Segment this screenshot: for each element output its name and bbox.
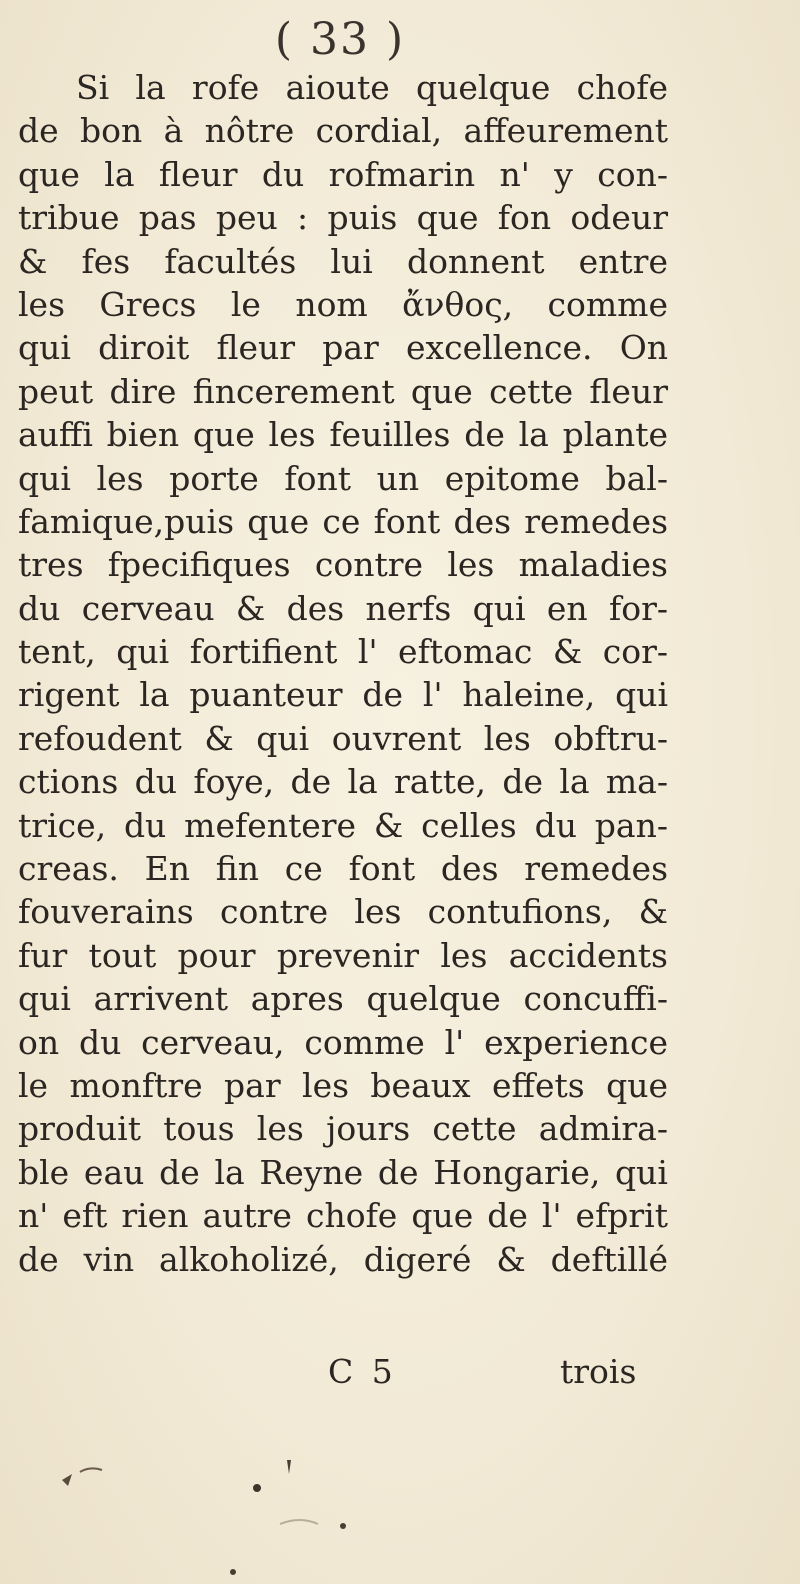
text-line: rigent la puanteur de l' haleine, qui <box>18 675 668 715</box>
text-line: qui arrivent apres quelque concuffi- <box>18 979 668 1019</box>
text-line: refoudent & qui ouvrent les obftru- <box>18 718 668 758</box>
text-line: n' eft rien autre chofe que de l' efprit <box>18 1196 668 1236</box>
text-line: fur tout pour prevenir les accidents <box>18 935 668 975</box>
text-line: auffi bien que les feuilles de la plante <box>18 415 668 455</box>
text-line: tres fpecifiques contre les maladies <box>18 545 668 585</box>
text-line: de vin alkoholizé, digeré & deftillé <box>18 1239 668 1279</box>
text-line: on du cerveau, comme l' experience <box>18 1022 668 1062</box>
paper-mark <box>280 1520 318 1524</box>
ink-speck <box>253 1484 261 1492</box>
text-line: trice, du mefentere & celles du pan- <box>18 805 668 845</box>
ink-stroke <box>80 1468 102 1472</box>
text-line: qui les porte font un epitome bal- <box>18 458 668 498</box>
text-line: famique,puis que ce font des remedes <box>18 501 668 541</box>
text-line: fouverains contre les contufions, & <box>18 892 668 932</box>
ink-speck <box>62 1474 72 1486</box>
text-line: tent, qui fortifient l' eftomac & cor- <box>18 632 668 672</box>
text-line: ctions du foye, de la ratte, de la ma- <box>18 762 668 802</box>
text-line: de bon à nôtre cordial, affeurement <box>18 111 668 151</box>
text-line: Si la rofe aioute quelque chofe <box>76 68 668 107</box>
text-line: peut dire fincerement que cette fleur <box>18 371 668 411</box>
text-line: que la fleur du rofmarin n' y con- <box>18 154 668 194</box>
text-line: produit tous les jours cette admira- <box>18 1109 668 1149</box>
text-line: qui diroit fleur par excellence. On <box>18 328 668 368</box>
page-number: ( 33 ) <box>274 14 406 65</box>
ink-specks <box>0 1420 800 1584</box>
text-line: ble eau de la Reyne de Hongarie, qui <box>18 1152 668 1192</box>
ink-speck <box>230 1569 236 1575</box>
body-text <box>18 66 668 1281</box>
ink-speck <box>340 1523 346 1529</box>
text-line: les Grecs le nom ἄνθος, comme <box>18 284 668 324</box>
catchword: trois <box>560 1352 637 1391</box>
ink-speck <box>287 1460 291 1474</box>
signature-mark: C 5 <box>328 1352 397 1391</box>
text-line: tribue pas peu : puis que fon odeur <box>18 198 668 238</box>
text-line: le monftre par les beaux effets que <box>18 1065 668 1105</box>
text-line: du cerveau & des nerfs qui en for- <box>18 588 668 628</box>
text-line: creas. En fin ce font des remedes <box>18 849 668 889</box>
text-line: & fes facultés lui donnent entre <box>18 241 668 281</box>
page-footer <box>0 1352 800 1396</box>
